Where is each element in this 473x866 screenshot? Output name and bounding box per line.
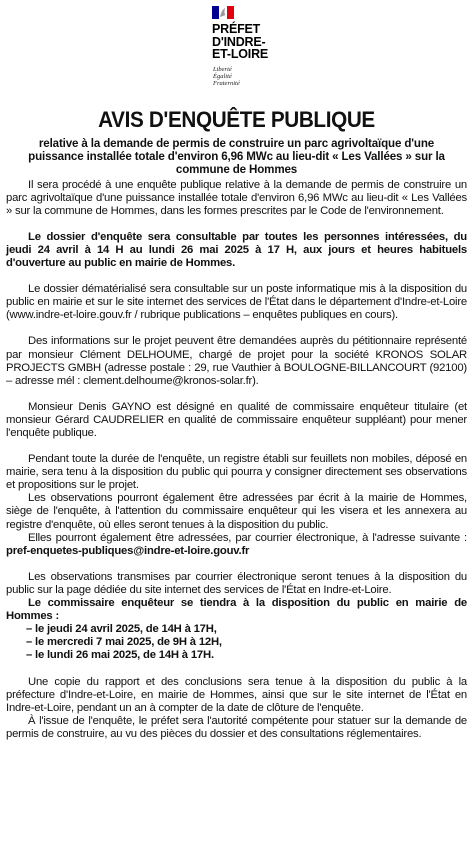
- paragraph-digital-file: Le dossier dématérialisé sera consultable sur un poste informatique mis à la disposition du public en mairie et sur le site internet des services de l'État dans le département d'Indre-et-Loire (www.indre-et-loire.gouv.fr / rubrique publications – enquêtes publiques en cours).: [6, 283, 467, 322]
- motto-line: Égalité: [213, 73, 232, 80]
- paragraph-email-observations: [6, 532, 467, 558]
- paragraph-written-observations: Les observations pourront également être adressées par écrit à la mairie de Hommes, siège de l'enquête, à l'attention du commissaire enquêteur qui les visera et les annexera au registre d'enquête, où elles seront tenues à la disposition du public.: [6, 492, 467, 531]
- paragraph-permanences-intro: Le commissaire enquêteur se tiendra à la disposition du public en mairie de Hommes :: [6, 597, 467, 623]
- motto-line: Fraternité: [213, 80, 240, 87]
- permanences-list: [6, 623, 467, 662]
- email-prefix-text: Elles pourront également être adressées, par courrier électronique, à l'adresse suivante :: [28, 531, 467, 544]
- paragraph-report-copy: Une copie du rapport et des conclusions sera tenue à la disposition du public à la préfecture d'Indre-et-Loire, en mairie de Hommes, ainsi que sur le site internet de l'État en Indre-et-Loire, pendant un an à compter de la date de clôture de l'enquête.: [6, 675, 467, 714]
- permanence-item: – le lundi 26 mai 2025, de 14H à 17H.: [26, 649, 467, 662]
- permanence-item: – le mercredi 7 mai 2025, de 9H à 12H,: [26, 636, 467, 649]
- paragraph-consultation-dates: Le dossier d'enquête sera consultable par toutes les personnes intéressées, du jeudi 24 avril à 14 H au lundi 26 mai 2025 à 17 H, aux jours et heures habituels d'ouverture au public en mairie de Hommes.: [6, 230, 467, 270]
- prefecture-name-line: D'INDRE-: [212, 34, 266, 49]
- notice-title: AVIS D'ENQUÊTE PUBLIQUE: [98, 107, 375, 132]
- notice-subtitle: relative à la demande de permis de construire un parc agrivoltaïque d'une puissance installée totale d'environ 6,96 MWc au lieu-dit « Les Vallées » sur la commune de Hommes: [28, 137, 445, 177]
- republic-motto: [213, 66, 240, 87]
- paragraph-email-publication: Les observations transmises par courrier électronique seront tenues à la disposition du public sur la page dédiée du site internet des services de l'État en Indre-et-Loire.: [6, 570, 467, 596]
- prefecture-name-line: ET-LOIRE: [212, 47, 269, 61]
- paragraph-decision: À l'issue de l'enquête, le préfet sera l'autorité compétente pour statuer sur la demande de permis de construire, au vu des pièces du dossier et des consultations réglementaires.: [6, 714, 467, 740]
- prefecture-header: [6, 0, 467, 100]
- paragraph-register: Pendant toute la durée de l'enquête, un registre établi sur feuillets non mobiles, déposé en mairie, sera tenu à la disposition du public qui pourra y consigner directement ses observations et propositions sur le projet.: [6, 453, 467, 492]
- motto-line: Liberté: [213, 66, 232, 73]
- paragraph-procedure: Il sera procédé à une enquête publique relative à la demande de permis de construire un parc agrivoltaïque d'une puissance installée totale d'environ 6,96 MWc au lieu-dit « Les Vallées » sur la commune de Hommes, dans les formes prescrites par le Code de l'environnement.: [6, 178, 467, 217]
- paragraph-project-info: Des informations sur le projet peuvent être demandées auprès du pétitionnaire représenté par monsieur Clément DELHOUME, chargé de projet pour la société KRONOS SOLAR PROJECTS GMBH (adresse postale : 29, rue Vauthier à BOULOGNE-BILLANCOURT (92100) – adresse mél : clement.delhoume@kronos-solar.fr).: [6, 335, 467, 387]
- permanence-item: – le jeudi 24 avril 2025, de 14H à 17H,: [26, 623, 467, 636]
- prefecture-name-line: PRÉFET: [212, 22, 261, 36]
- prefecture-name: [212, 23, 268, 61]
- paragraph-commissioner: Monsieur Denis GAYNO est désigné en qualité de commissaire enquêteur titulaire (et monsieur Gérard CAUDRELIER en qualité de commissaire enquêteur suppléant) pour mener l'enquête publique.: [6, 400, 467, 440]
- email-address: pref-enquetes-publiques@indre-et-loire.gouv.fr: [6, 544, 250, 557]
- marianne-logo-icon: [212, 6, 234, 19]
